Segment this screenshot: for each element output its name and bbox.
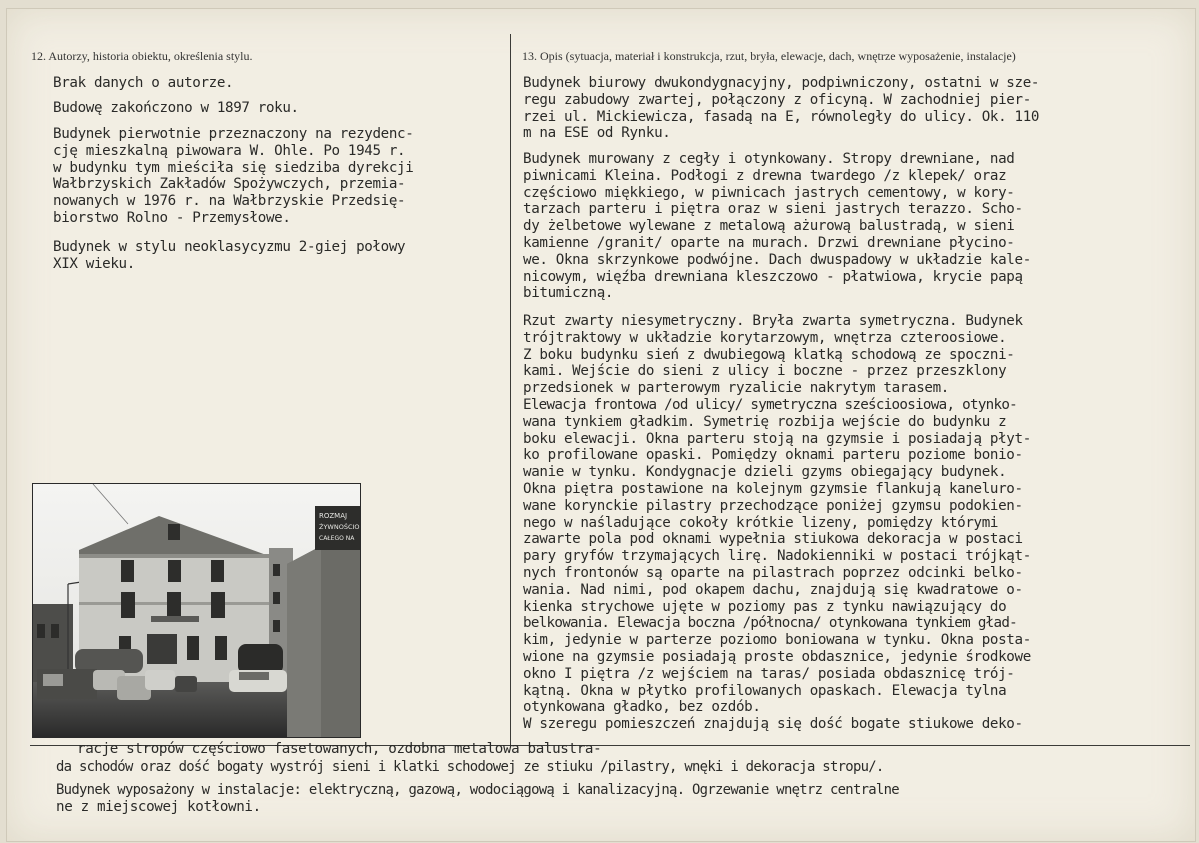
text-line: kami. Wejście do sieni z ulicy i boczne - przez przeszklony xyxy=(523,363,1007,380)
text-line: kątną. Okna w płytko profilowanych opaskach. Elewacja tylna xyxy=(523,682,1007,699)
text-line: cję mieszkalną piwowara W. Ohle. Po 1945 r. xyxy=(53,142,406,159)
text-line: Budynek murowany z cegły i otynkowany. Stropy drewniane, nad xyxy=(523,151,1015,167)
text-line: m na ESE od Rynku. xyxy=(523,125,671,142)
sign-text-2: ŻYWNOŚCIO xyxy=(319,523,360,531)
text-line: nicowym, więźba drewniana kleszczowo - płatwiowa, krycie papą xyxy=(523,268,1023,285)
left-paragraph-history xyxy=(53,126,413,227)
sign-text-1: ROZMAJ xyxy=(319,512,348,520)
text-line: przedsionek w parterowym ryzalicie nakrytym tarasem. xyxy=(523,380,949,397)
text-line: tarzach parteru i piętra oraz w sieni jastrych terazzo. Scho- xyxy=(523,201,1023,218)
text-line: częściowo miękkiego, w piwnicach jastrych cementowy, w kory- xyxy=(523,184,1015,201)
text-line: okno I piętra /z wejściem na taras/ posiada obdasznicę trój- xyxy=(523,665,1015,682)
text-line: kamienne /granit/ oparte na murach. Drzwi drewniane płycino- xyxy=(523,234,1015,251)
column-divider xyxy=(510,34,511,746)
bottom-line-2: da schodów oraz dość bogaty wystrój sieni i klatki schodowej ze stiuku /pilastry, wnęki i dekoracja stropu/. xyxy=(56,759,884,775)
right-paragraph-description xyxy=(523,313,1031,733)
text-line: wanie w tynku. Kondygnacje dzieli gzyms obiegający budynek. xyxy=(523,464,1007,481)
left-paragraph-authors xyxy=(53,75,233,92)
text-line: ko profilowane opaski. Pomiędzy oknami parteru poziome bonio- xyxy=(523,447,1023,464)
bottom-line-3: Budynek wyposażony w instalacje: elektryczną, gazową, wodociągową i kanalizacyjną. Ogrzewanie wnętrz centralne xyxy=(56,782,899,798)
text-line: dy żelbetowe wylewane z metalową ażurową balustradą, w sieni xyxy=(523,218,1015,235)
text-line: nowanych w 1976 r. na Wałbrzyskie Przedsię- xyxy=(53,193,406,210)
text-line: Wałbrzyskich Zakładów Spożywczych, przemia- xyxy=(53,176,406,193)
text-line: piwnicami Kleina. Podłogi z drewna twardego /z klepek/ oraz xyxy=(523,167,1007,184)
right-paragraph-construction xyxy=(523,151,1031,302)
text-line: kim, jedynie w parterze poziomo boniowana w tynku. Okna posta- xyxy=(523,632,1031,649)
text-line: Okna piętra postawione na kolejnym gzymsie flankują kaneluro- xyxy=(523,480,1023,497)
text-line: w budynku tym mieściła się siedziba dyrekcji xyxy=(53,159,414,176)
text-line: rzei ul. Mickiewicza, fasadą na E, równoległy do ulicy. Ok. 110 xyxy=(523,108,1040,125)
text-line: Budynek biurowy dwukondygnacyjny, podpiwniczony, ostatni w sze- xyxy=(523,75,1040,91)
text-line: Brak danych o autorze. xyxy=(53,75,234,91)
text-line: boku elewacji. Okna parteru stoją na gzymsie i posiadają płyt- xyxy=(523,430,1031,447)
text-line: Z boku budynku sień z dwubiegową klatką schodową ze spoczni- xyxy=(523,346,1015,363)
text-line: bitumiczną. xyxy=(523,285,614,302)
text-line: nych frontonów są oparte na pilastrach poprzez odcinki belko- xyxy=(523,564,1023,581)
text-line: wana tynkiem gładkim. Symetrię rozbija wejście do budynku z xyxy=(523,413,1007,430)
left-paragraph-date xyxy=(53,100,299,117)
text-line: XIX wieku. xyxy=(53,255,135,272)
text-line: Budowę zakończono w 1897 roku. xyxy=(53,100,299,116)
text-line: Budynek pierwotnie przeznaczony na rezydenc- xyxy=(53,126,414,142)
text-line: biorstwo Rolno - Przemysłowe. xyxy=(53,209,291,226)
text-line: trójtraktowy w układzie korytarzowym, wnętrza czteroosiowe. xyxy=(523,329,1007,346)
text-line: Elewacja frontowa /od ulicy/ symetryczna sześcioosiowa, otynko- xyxy=(523,396,1018,413)
text-line: regu zabudowy zwartej, połączony z oficyną. W zachodniej pier- xyxy=(523,91,1031,108)
building-photo xyxy=(32,483,361,738)
text-line: belkowania. Elewacja boczna /północna/ otynkowana tynkiem gład- xyxy=(523,615,1018,632)
text-line: kienka strychowe ujęte w poziomy pas z tynku nawiązujący do xyxy=(523,598,1007,615)
text-line: wione na gzymsie posiadają proste obdasznice, jedynie środkowe xyxy=(523,648,1031,665)
text-line: we. Okna skrzynkowe podwójne. Dach dwuspadowy w układzie kale- xyxy=(523,251,1031,268)
sign-text-3: CAŁEGO NA xyxy=(319,535,355,542)
text-line: wane korynckie pilastry przechodzące poniżej gzymsu podokien- xyxy=(523,497,1023,514)
text-line: Budynek w stylu neoklasycyzmu 2-giej połowy xyxy=(53,239,406,255)
right-paragraph-location xyxy=(523,75,1039,142)
text-line: zawarte pola pod oknami wypełnia stiukowa dekoracja w postaci xyxy=(523,531,1023,548)
text-line: otynkowana gładko, bez ozdób. xyxy=(523,699,761,716)
left-paragraph-style xyxy=(53,239,405,273)
text-line: Rzut zwarty niesymetryczny. Bryła zwarta symetryczna. Budynek xyxy=(523,313,1023,329)
text-line: W szeregu pomieszczeń znajdują się dość bogate stiukowe deko- xyxy=(523,716,1023,733)
text-line: pary gryfów trzymających lirę. Nadokienniki w postaci trójkąt- xyxy=(523,548,1031,565)
section-13-header: 13. Opis (sytuacja, materiał i konstrukcja, rzut, bryła, elewacje, dach, wnętrze wyposażenie, instalacje) xyxy=(522,49,1016,63)
text-line: nego w naśladujące cokoły krótkie lizeny, pomiędzy którymi xyxy=(523,514,999,531)
bottom-line-4: ne z miejscowej kotłowni. xyxy=(56,799,261,815)
section-12-header: 12. Autorzy, historia obiektu, określenia stylu. xyxy=(31,49,253,63)
bottom-line-1: racje stropów częściowo fasetowanych, ozdobna metalowa balustra- xyxy=(77,741,602,757)
text-line: wania. Nad nimi, pod okapem dachu, znajdują się kwadratowe o- xyxy=(523,581,1023,598)
